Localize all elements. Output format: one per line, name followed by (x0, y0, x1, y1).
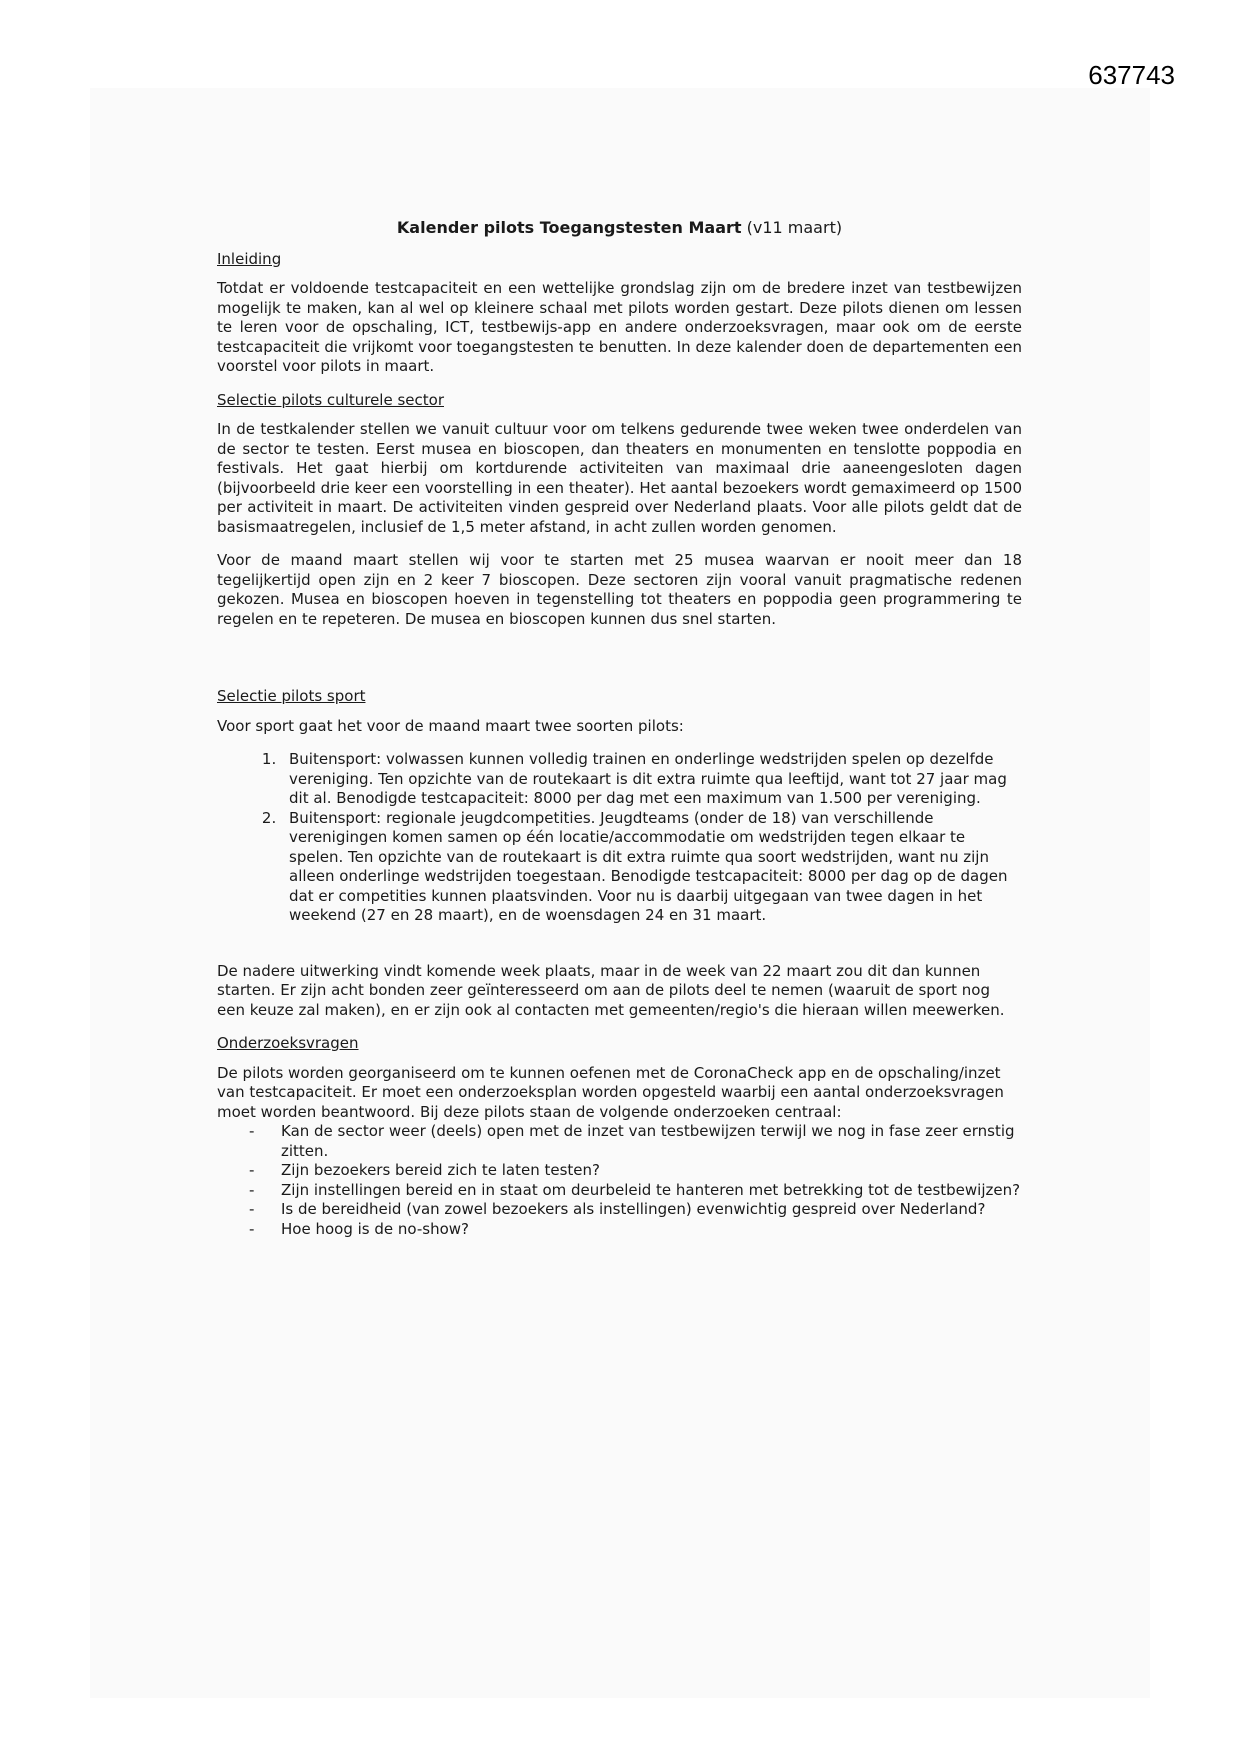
research-question-list (217, 1122, 1022, 1239)
sport-pilot-list (217, 750, 1022, 926)
paragraph-sport-intro: Voor sport gaat het voor de maand maart twee soorten pilots: (217, 716, 684, 735)
list-item: - Hoe hoog is de no-show? (281, 1220, 1022, 1240)
list-item: 1. Buitensport: volwassen kunnen volledig trainen en onderlinge wedstrijden spelen op dezelfde vereniging. Ten opzichte van de routekaart is dit extra ruimte qua leeftijd, want tot 27 jaar mag dit al. Benodigde testcapaciteit: 8000 per dag met een maximum van 1.500 per vereniging. (281, 750, 1022, 809)
list-item: - Zijn instellingen bereid en in staat om deurbeleid te hanteren met betrekking tot de testbewijzen? (281, 1181, 1022, 1201)
heading-research: Onderzoeksvragen (217, 1034, 359, 1052)
title-main: Kalender pilots Toegangstesten Maart (396, 218, 742, 237)
document-body (217, 218, 1022, 1239)
list-item: - Kan de sector weer (deels) open met de inzet van testbewijzen terwijl we nog in fase zeer ernstig zitten. (281, 1122, 1022, 1161)
heading-sport: Selectie pilots sport (217, 687, 366, 705)
title-version: (v11 maart) (741, 218, 843, 237)
paragraph-sport-followup: De nadere uitwerking vindt komende week plaats, maar in de week van 22 maart zou dit dan kunnen starten. Er zijn acht bonden zeer geïnteresseerd om aan de pilots deel te nemen (waaruit de sport nog een keuze zal maken), en er zijn ook al contacten met gemeenten/regio's die hieraan willen meewerken. (217, 961, 1005, 1019)
heading-culture: Selectie pilots culturele sector (217, 390, 444, 409)
list-item: 2. Buitensport: regionale jeugdcompetities. Jeugdteams (onder de 18) van verschillende verenigingen komen samen op één locatie/accommodatie om wedstrijden tegen elkaar te spelen. Ten opzichte van de routekaart is dit extra ruimte qua soort wedstrijden, want nu zijn alleen onderlinge wedstrijden toegestaan. Benodigde testcapaciteit: 8000 per dag op de dagen dat er competities kunnen plaatsvinden. Voor nu is daarbij uitgegaan van twee dagen in het weekend (27 en 28 maart), en de woensdagen 24 en 31 maart. (281, 809, 1022, 926)
paragraph-culture-2: Voor de maand maart stellen wij voor te starten met 25 musea waarvan er nooit meer dan 18 tegelijkertijd open zijn en 2 keer 7 bioscopen. Deze sectoren zijn vooral vanuit pragmatische redenen gekozen. Musea en bioscopen hoeven in tegenstelling tot theaters en poppodia geen programmering te regelen en te repeteren. De musea en bioscopen kunnen dus snel starten. (217, 551, 1022, 628)
list-item: - Is de bereidheid (van zowel bezoekers als instellingen) evenwichtig gespreid over Nederland? (281, 1200, 1022, 1220)
document-number: 637743 (1088, 60, 1175, 90)
heading-inleiding: Inleiding (217, 249, 282, 268)
list-item: - Zijn bezoekers bereid zich te laten testen? (281, 1161, 1022, 1181)
paragraph-culture-1: In de testkalender stellen we vanuit cultuur voor om telkens gedurende twee weken twee onderdelen van de sector te testen. Eerst musea en bioscopen, dan theaters en monumenten en tenslotte poppodia en festivals. Het gaat hierbij om kortdurende activiteiten van maximaal drie aaneengesloten dagen (bijvoorbeeld drie keer een voorstelling in een theater). Het aantal bezoekers wordt gemaximeerd op 1500 per activiteit in maart. De activiteiten vinden gespreid over Nederland plaats. Voor alle pilots geldt dat de basismaatregelen, inclusief de 1,5 meter afstand, in acht zullen worden genomen. (217, 420, 1022, 536)
paragraph-inleiding: Totdat er voldoende testcapaciteit en een wettelijke grondslag zijn om de bredere inzet van testbewijzen mogelijk te maken, kan al wel op kleinere schaal met pilots worden gestart. Deze pilots dienen om lessen te leren voor de opschaling, ICT, testbewijs-app en andere onderzoeksvragen, maar ook om de eerste testcapaciteit die vrijkomt voor toegangstesten te benutten. In deze kalender doen de departementen een voorstel voor pilots in maart. (217, 279, 1022, 375)
document-title (217, 218, 1022, 238)
paragraph-research: De pilots worden georganiseerd om te kunnen oefenen met de CoronaCheck app en de opschaling/inzet van testcapaciteit. Er moet een onderzoeksplan worden opgesteld waarbij een aantal onderzoeksvragen moet worden beantwoord. Bij deze pilots staan de volgende onderzoeken centraal: (217, 1063, 1004, 1121)
